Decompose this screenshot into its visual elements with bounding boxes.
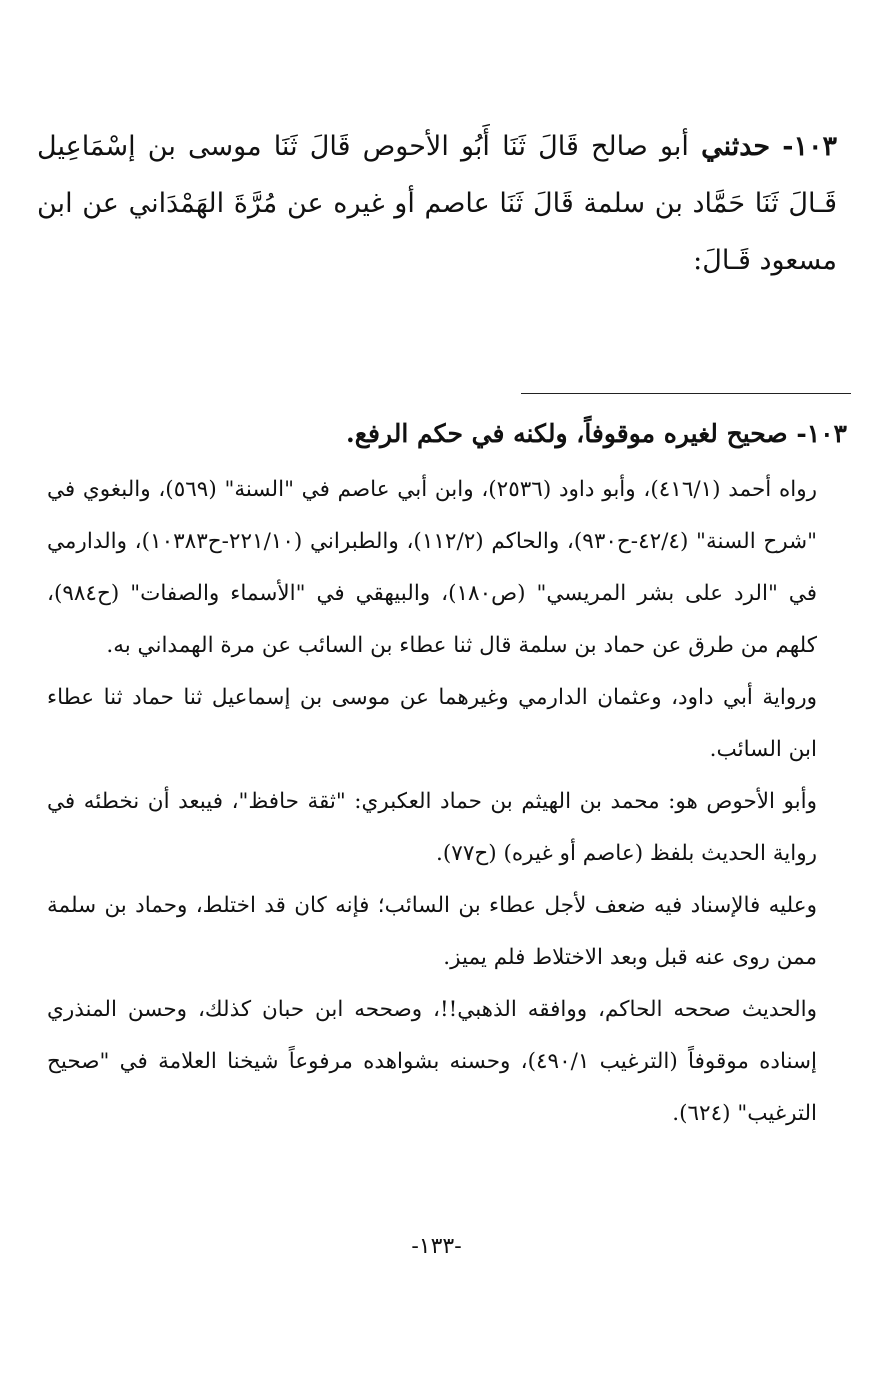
- footnote-paragraph-grading: والحديث صححه الحاكم، ووافقه الذهبي!!، وصححه ابن حبان كذلك، وحسن المنذري إسناده موقوفاً (الترغيب ٤٩٠/١)، وحسنه بشواهده مرفوعاً شيخنا العلامة في "صحيح الترغيب" (٦٢٤).: [47, 997, 817, 1126]
- footnote-section: [47, 408, 847, 1140]
- footnote-paragraph-abu-al-ahwas: وأبو الأحوص هو: محمد بن الهيثم بن حماد العكبري: "ثقة حافظ"، فيبعد أن نخطئه في رواية الحديث بلفظ (عاصم أو غيره) (ح٧٧).: [47, 789, 817, 866]
- hadith-text: [37, 118, 837, 289]
- hadith-opening: حدثني: [701, 131, 771, 162]
- footnote-paragraph-isnad: وعليه فالإسناد فيه ضعف لأجل عطاء بن السائب؛ فإنه كان قد اختلط، وحماد بن سلمة ممن روى عنه قبل وبعد الاختلاط فلم يميز.: [47, 893, 817, 970]
- hadith-body: أبو صالح قَالَ ثَنَا أَبُو الأحوص قَالَ ثَنَا موسى بن إسْمَاعِيل قَـالَ ثَنَا حَمَّاد بن سلمة قَالَ ثَنَا عاصم أو غيره عن مُرَّةَ الهَمْدَاني عن ابن مسعود قَـالَ:: [37, 131, 837, 276]
- footnote-paragraph-abu-dawud: ورواية أبي داود، وعثمان الدارمي وغيرهما عن موسى بن إسماعيل ثنا حماد ثنا عطاء ابن السائب.: [47, 685, 817, 762]
- page-number: -١٣٣-: [411, 1234, 462, 1259]
- footnote-separator: [521, 393, 851, 394]
- footnote-paragraph-sources: رواه أحمد (٤١٦/١)، وأبو داود (٢٥٣٦)، وابن أبي عاصم في "السنة" (٥٦٩)، والبغوي في "شرح السنة" (٤٢/٤-ح٩٣٠)، والحاكم (١١٢/٢)، والطبراني (٢٢١/١٠-ح١٠٣٨٣)، والدارمي في "الرد على بشر المريسي" (ص١٨٠)، والبيهقي في "الأسماء والصفات" (ح٩٨٤)، كلهم من طرق عن حماد بن سلمة قال ثنا عطاء بن السائب عن مرة الهمداني به.: [47, 477, 818, 658]
- footnote-heading: ١٠٣- صحيح لغيره موقوفاً، ولكنه في حكم الرفع.: [345, 419, 847, 448]
- hadith-number: ١٠٣-: [782, 131, 837, 162]
